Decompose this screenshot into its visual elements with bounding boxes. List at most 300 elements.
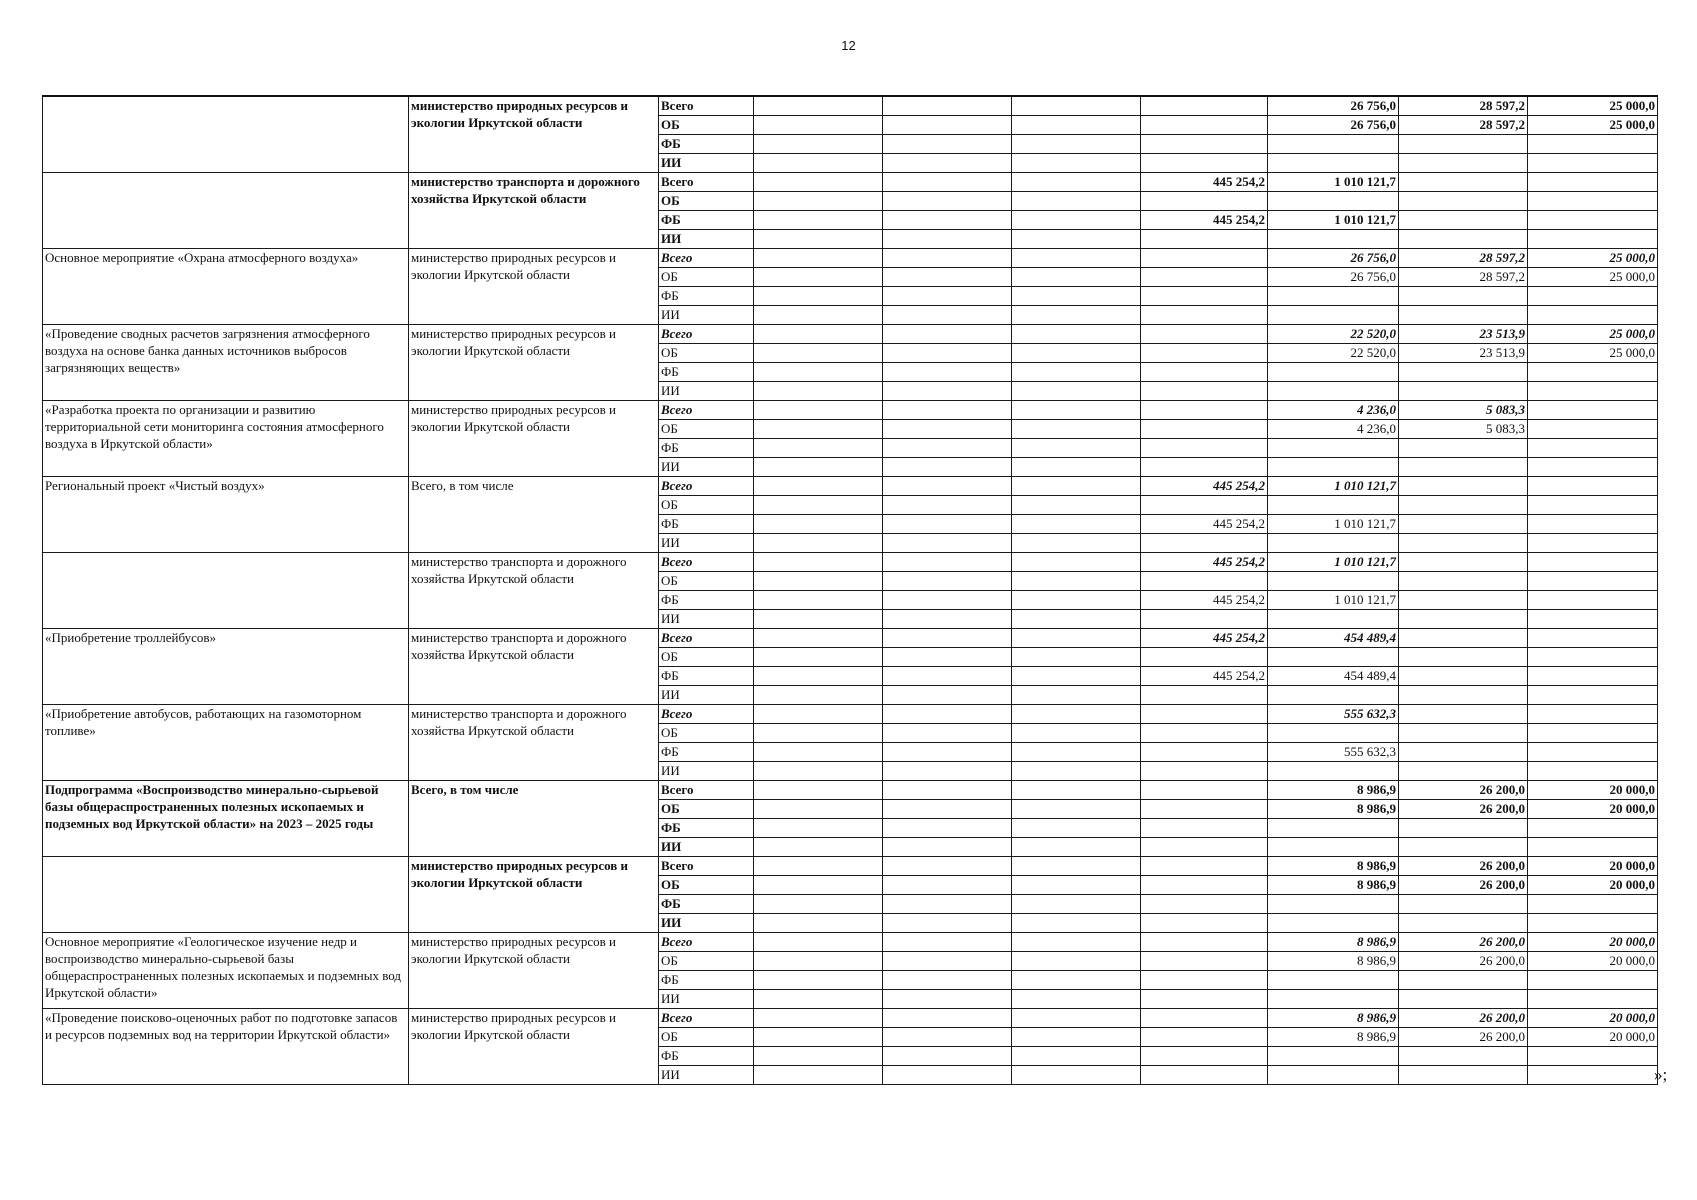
amount-cell: 445 254,2 bbox=[1141, 667, 1268, 686]
amount-cell bbox=[754, 819, 883, 838]
amount-cell bbox=[1399, 1047, 1528, 1066]
amount-cell bbox=[1141, 439, 1268, 458]
amount-cell bbox=[883, 420, 1012, 439]
funding-source-cell: Всего bbox=[659, 249, 754, 268]
amount-cell bbox=[1528, 382, 1658, 401]
funding-source-cell: ФБ bbox=[659, 211, 754, 230]
amount-cell bbox=[883, 325, 1012, 344]
amount-cell bbox=[1528, 743, 1658, 762]
amount-cell bbox=[883, 610, 1012, 629]
funding-source-cell: ИИ bbox=[659, 534, 754, 553]
amount-cell: 26 200,0 bbox=[1399, 933, 1528, 952]
amount-cell bbox=[754, 1009, 883, 1028]
amount-cell: 20 000,0 bbox=[1528, 781, 1658, 800]
executor-cell: министерство транспорта и дорожного хозяйства Иркутской области bbox=[409, 629, 659, 705]
amount-cell bbox=[1399, 382, 1528, 401]
amount-cell: 20 000,0 bbox=[1528, 800, 1658, 819]
amount-cell bbox=[1141, 458, 1268, 477]
amount-cell bbox=[883, 116, 1012, 135]
amount-cell: 5 083,3 bbox=[1399, 420, 1528, 439]
amount-cell bbox=[754, 895, 883, 914]
activity-name-cell bbox=[43, 553, 409, 629]
amount-cell bbox=[1268, 192, 1399, 211]
amount-cell bbox=[754, 743, 883, 762]
amount-cell bbox=[883, 230, 1012, 249]
amount-cell: 445 254,2 bbox=[1141, 629, 1268, 648]
amount-cell: 25 000,0 bbox=[1528, 344, 1658, 363]
amount-cell: 26 200,0 bbox=[1399, 876, 1528, 895]
executor-cell: министерство природных ресурсов и экологии Иркутской области bbox=[409, 1009, 659, 1085]
amount-cell bbox=[754, 686, 883, 705]
amount-cell bbox=[883, 572, 1012, 591]
amount-cell bbox=[1141, 914, 1268, 933]
amount-cell bbox=[883, 154, 1012, 173]
amount-cell: 1 010 121,7 bbox=[1268, 477, 1399, 496]
funding-source-cell: ОБ bbox=[659, 952, 754, 971]
amount-cell bbox=[1399, 610, 1528, 629]
amount-cell bbox=[1399, 743, 1528, 762]
amount-cell bbox=[1268, 762, 1399, 781]
amount-cell bbox=[1399, 971, 1528, 990]
funding-source-cell: ФБ bbox=[659, 287, 754, 306]
amount-cell bbox=[1012, 325, 1141, 344]
amount-cell bbox=[1399, 914, 1528, 933]
amount-cell bbox=[1528, 553, 1658, 572]
amount-cell bbox=[1528, 192, 1658, 211]
table-row bbox=[43, 249, 1658, 268]
executor-cell: министерство природных ресурсов и экологии Иркутской области bbox=[409, 249, 659, 325]
funding-source-cell: Всего bbox=[659, 553, 754, 572]
funding-source-cell: ИИ bbox=[659, 838, 754, 857]
amount-cell: 8 986,9 bbox=[1268, 933, 1399, 952]
amount-cell: 5 083,3 bbox=[1399, 401, 1528, 420]
amount-cell bbox=[1528, 762, 1658, 781]
amount-cell bbox=[1141, 249, 1268, 268]
amount-cell bbox=[1399, 686, 1528, 705]
amount-cell bbox=[1012, 971, 1141, 990]
amount-cell bbox=[1399, 515, 1528, 534]
activity-name-cell bbox=[43, 173, 409, 249]
amount-cell bbox=[1012, 306, 1141, 325]
table-row bbox=[43, 1009, 1658, 1028]
amount-cell bbox=[883, 496, 1012, 515]
amount-cell bbox=[1399, 629, 1528, 648]
funding-source-cell: ИИ bbox=[659, 306, 754, 325]
amount-cell bbox=[1528, 591, 1658, 610]
amount-cell bbox=[754, 762, 883, 781]
amount-cell bbox=[754, 857, 883, 876]
amount-cell bbox=[883, 819, 1012, 838]
amount-cell bbox=[883, 534, 1012, 553]
amount-cell: 1 010 121,7 bbox=[1268, 553, 1399, 572]
amount-cell bbox=[1141, 762, 1268, 781]
activity-name-cell bbox=[43, 96, 409, 173]
amount-cell bbox=[754, 230, 883, 249]
funding-source-cell: Всего bbox=[659, 477, 754, 496]
amount-cell bbox=[754, 572, 883, 591]
amount-cell bbox=[754, 458, 883, 477]
amount-cell bbox=[1012, 458, 1141, 477]
amount-cell bbox=[883, 971, 1012, 990]
funding-source-cell: ФБ bbox=[659, 1047, 754, 1066]
funding-source-cell: ИИ bbox=[659, 990, 754, 1009]
funding-source-cell: ОБ bbox=[659, 116, 754, 135]
amount-cell bbox=[1399, 724, 1528, 743]
amount-cell bbox=[1528, 135, 1658, 154]
amount-cell: 25 000,0 bbox=[1528, 116, 1658, 135]
amount-cell bbox=[754, 971, 883, 990]
amount-cell: 8 986,9 bbox=[1268, 952, 1399, 971]
executor-cell: министерство природных ресурсов и экологии Иркутской области bbox=[409, 401, 659, 477]
amount-cell bbox=[1141, 96, 1268, 116]
closing-quote-mark: »; bbox=[1654, 1065, 1668, 1084]
amount-cell bbox=[1528, 705, 1658, 724]
funding-source-cell: ФБ bbox=[659, 591, 754, 610]
amount-cell bbox=[883, 477, 1012, 496]
amount-cell bbox=[1268, 230, 1399, 249]
amount-cell bbox=[1141, 572, 1268, 591]
amount-cell: 445 254,2 bbox=[1141, 211, 1268, 230]
amount-cell bbox=[1399, 135, 1528, 154]
amount-cell bbox=[1012, 477, 1141, 496]
amount-cell bbox=[1012, 1028, 1141, 1047]
amount-cell bbox=[883, 1047, 1012, 1066]
funding-source-cell: ОБ bbox=[659, 192, 754, 211]
table-row bbox=[43, 173, 1658, 192]
amount-cell bbox=[754, 325, 883, 344]
amount-cell bbox=[883, 439, 1012, 458]
amount-cell bbox=[754, 344, 883, 363]
amount-cell bbox=[754, 382, 883, 401]
amount-cell bbox=[883, 1028, 1012, 1047]
amount-cell bbox=[1268, 838, 1399, 857]
amount-cell bbox=[1012, 838, 1141, 857]
amount-cell bbox=[1012, 762, 1141, 781]
amount-cell bbox=[883, 876, 1012, 895]
amount-cell bbox=[754, 249, 883, 268]
amount-cell bbox=[1012, 1009, 1141, 1028]
funding-source-cell: ИИ bbox=[659, 230, 754, 249]
amount-cell bbox=[1012, 344, 1141, 363]
amount-cell bbox=[883, 287, 1012, 306]
amount-cell: 1 010 121,7 bbox=[1268, 515, 1399, 534]
amount-cell bbox=[1141, 819, 1268, 838]
amount-cell: 26 200,0 bbox=[1399, 800, 1528, 819]
amount-cell: 8 986,9 bbox=[1268, 1009, 1399, 1028]
table-row bbox=[43, 401, 1658, 420]
amount-cell bbox=[754, 420, 883, 439]
executor-cell: министерство природных ресурсов и экологии Иркутской области bbox=[409, 96, 659, 173]
amount-cell: 26 756,0 bbox=[1268, 116, 1399, 135]
amount-cell bbox=[754, 306, 883, 325]
amount-cell bbox=[1012, 1047, 1141, 1066]
amount-cell bbox=[883, 895, 1012, 914]
amount-cell bbox=[1012, 154, 1141, 173]
funding-source-cell: ОБ bbox=[659, 572, 754, 591]
table-row bbox=[43, 705, 1658, 724]
executor-cell: министерство природных ресурсов и экологии Иркутской области bbox=[409, 857, 659, 933]
amount-cell bbox=[1141, 686, 1268, 705]
amount-cell bbox=[1012, 990, 1141, 1009]
amount-cell bbox=[883, 952, 1012, 971]
amount-cell: 1 010 121,7 bbox=[1268, 591, 1399, 610]
amount-cell bbox=[1399, 477, 1528, 496]
amount-cell bbox=[1012, 192, 1141, 211]
amount-cell bbox=[1399, 705, 1528, 724]
amount-cell bbox=[1528, 724, 1658, 743]
funding-source-cell: ОБ bbox=[659, 496, 754, 515]
amount-cell bbox=[1141, 1028, 1268, 1047]
amount-cell: 8 986,9 bbox=[1268, 1028, 1399, 1047]
amount-cell bbox=[754, 287, 883, 306]
amount-cell bbox=[1141, 382, 1268, 401]
amount-cell bbox=[1141, 838, 1268, 857]
amount-cell bbox=[1399, 648, 1528, 667]
amount-cell bbox=[1141, 534, 1268, 553]
amount-cell bbox=[1399, 363, 1528, 382]
amount-cell bbox=[1012, 249, 1141, 268]
amount-cell bbox=[754, 781, 883, 800]
amount-cell bbox=[1012, 116, 1141, 135]
activity-name-cell: «Приобретение автобусов, работающих на газомоторном топливе» bbox=[43, 705, 409, 781]
amount-cell: 445 254,2 bbox=[1141, 553, 1268, 572]
amount-cell bbox=[883, 762, 1012, 781]
activity-name-cell: Подпрограмма «Воспроизводство минерально-сырьевой базы общераспространенных полезных ископаемых и подземных вод Иркутской области» на 2023 – 2025 годы bbox=[43, 781, 409, 857]
amount-cell bbox=[883, 306, 1012, 325]
amount-cell: 20 000,0 bbox=[1528, 876, 1658, 895]
amount-cell bbox=[1528, 363, 1658, 382]
amount-cell bbox=[1399, 990, 1528, 1009]
amount-cell bbox=[1268, 914, 1399, 933]
funding-source-cell: ФБ bbox=[659, 363, 754, 382]
amount-cell bbox=[1141, 800, 1268, 819]
amount-cell bbox=[1528, 439, 1658, 458]
amount-cell bbox=[883, 591, 1012, 610]
amount-cell: 28 597,2 bbox=[1399, 268, 1528, 287]
amount-cell: 28 597,2 bbox=[1399, 116, 1528, 135]
amount-cell bbox=[1268, 154, 1399, 173]
amount-cell bbox=[883, 211, 1012, 230]
amount-cell bbox=[1528, 496, 1658, 515]
amount-cell bbox=[1012, 401, 1141, 420]
amount-cell bbox=[754, 724, 883, 743]
amount-cell bbox=[754, 515, 883, 534]
amount-cell bbox=[1141, 496, 1268, 515]
amount-cell: 1 010 121,7 bbox=[1268, 173, 1399, 192]
amount-cell bbox=[754, 648, 883, 667]
amount-cell: 20 000,0 bbox=[1528, 933, 1658, 952]
amount-cell: 28 597,2 bbox=[1399, 249, 1528, 268]
activity-name-cell: Основное мероприятие «Геологическое изучение недр и воспроизводство минерально-сырьевой базы общераспространенных полезных ископаемых и подземных вод Иркутской области» bbox=[43, 933, 409, 1009]
amount-cell bbox=[754, 553, 883, 572]
amount-cell: 25 000,0 bbox=[1528, 325, 1658, 344]
amount-cell bbox=[1268, 724, 1399, 743]
amount-cell bbox=[1268, 971, 1399, 990]
amount-cell bbox=[754, 135, 883, 154]
amount-cell bbox=[1141, 268, 1268, 287]
funding-source-cell: Всего bbox=[659, 173, 754, 192]
amount-cell bbox=[883, 135, 1012, 154]
amount-cell bbox=[1012, 819, 1141, 838]
amount-cell bbox=[1012, 211, 1141, 230]
amount-cell bbox=[1268, 496, 1399, 515]
amount-cell bbox=[1012, 230, 1141, 249]
executor-cell: Всего, в том числе bbox=[409, 477, 659, 553]
funding-source-cell: Всего bbox=[659, 629, 754, 648]
amount-cell: 555 632,3 bbox=[1268, 705, 1399, 724]
amount-cell: 26 756,0 bbox=[1268, 249, 1399, 268]
amount-cell bbox=[1141, 990, 1268, 1009]
funding-source-cell: ФБ bbox=[659, 667, 754, 686]
amount-cell bbox=[883, 515, 1012, 534]
amount-cell: 445 254,2 bbox=[1141, 515, 1268, 534]
funding-source-cell: Всего bbox=[659, 705, 754, 724]
amount-cell: 445 254,2 bbox=[1141, 477, 1268, 496]
amount-cell: 26 756,0 bbox=[1268, 96, 1399, 116]
amount-cell bbox=[1012, 420, 1141, 439]
amount-cell bbox=[1012, 629, 1141, 648]
amount-cell bbox=[1528, 211, 1658, 230]
amount-cell: 8 986,9 bbox=[1268, 781, 1399, 800]
amount-cell bbox=[1528, 401, 1658, 420]
amount-cell bbox=[883, 914, 1012, 933]
amount-cell bbox=[1141, 344, 1268, 363]
amount-cell bbox=[883, 743, 1012, 762]
amount-cell bbox=[1141, 743, 1268, 762]
amount-cell bbox=[1141, 401, 1268, 420]
amount-cell: 26 200,0 bbox=[1399, 952, 1528, 971]
amount-cell bbox=[1268, 363, 1399, 382]
amount-cell bbox=[1012, 534, 1141, 553]
amount-cell bbox=[1268, 1066, 1399, 1085]
amount-cell bbox=[883, 838, 1012, 857]
executor-cell: министерство природных ресурсов и экологии Иркутской области bbox=[409, 325, 659, 401]
amount-cell bbox=[754, 496, 883, 515]
page-number: 12 bbox=[841, 38, 856, 53]
funding-source-cell: ФБ bbox=[659, 819, 754, 838]
amount-cell bbox=[1528, 534, 1658, 553]
executor-cell: Всего, в том числе bbox=[409, 781, 659, 857]
funding-source-cell: ФБ bbox=[659, 439, 754, 458]
executor-cell: министерство транспорта и дорожного хозяйства Иркутской области bbox=[409, 705, 659, 781]
amount-cell bbox=[1528, 458, 1658, 477]
executor-cell: министерство транспорта и дорожного хозяйства Иркутской области bbox=[409, 553, 659, 629]
table-row bbox=[43, 553, 1658, 572]
funding-source-cell: Всего bbox=[659, 857, 754, 876]
amount-cell bbox=[1012, 287, 1141, 306]
amount-cell bbox=[883, 363, 1012, 382]
amount-cell bbox=[1141, 230, 1268, 249]
amount-cell bbox=[754, 667, 883, 686]
amount-cell bbox=[1012, 135, 1141, 154]
amount-cell: 26 200,0 bbox=[1399, 857, 1528, 876]
amount-cell bbox=[1528, 971, 1658, 990]
amount-cell bbox=[1012, 724, 1141, 743]
amount-cell bbox=[1141, 325, 1268, 344]
amount-cell bbox=[883, 96, 1012, 116]
amount-cell bbox=[754, 477, 883, 496]
funding-source-cell: ФБ bbox=[659, 971, 754, 990]
amount-cell: 445 254,2 bbox=[1141, 173, 1268, 192]
amount-cell bbox=[754, 914, 883, 933]
amount-cell bbox=[1528, 895, 1658, 914]
funding-source-cell: ИИ bbox=[659, 914, 754, 933]
amount-cell bbox=[1012, 515, 1141, 534]
amount-cell bbox=[754, 154, 883, 173]
amount-cell bbox=[1399, 895, 1528, 914]
amount-cell: 26 200,0 bbox=[1399, 781, 1528, 800]
amount-cell bbox=[1012, 800, 1141, 819]
funding-source-cell: Всего bbox=[659, 781, 754, 800]
amount-cell: 25 000,0 bbox=[1528, 249, 1658, 268]
amount-cell bbox=[1012, 705, 1141, 724]
amount-cell bbox=[1141, 895, 1268, 914]
amount-cell bbox=[1399, 762, 1528, 781]
amount-cell bbox=[1268, 819, 1399, 838]
amount-cell bbox=[1399, 553, 1528, 572]
amount-cell bbox=[1012, 553, 1141, 572]
amount-cell bbox=[1268, 686, 1399, 705]
amount-cell bbox=[1268, 1047, 1399, 1066]
amount-cell bbox=[1141, 933, 1268, 952]
amount-cell: 1 010 121,7 bbox=[1268, 211, 1399, 230]
amount-cell bbox=[1528, 610, 1658, 629]
amount-cell bbox=[1012, 914, 1141, 933]
amount-cell bbox=[754, 439, 883, 458]
amount-cell bbox=[754, 1066, 883, 1085]
amount-cell bbox=[1528, 686, 1658, 705]
amount-cell bbox=[1528, 1066, 1658, 1085]
amount-cell bbox=[883, 933, 1012, 952]
amount-cell bbox=[1141, 1066, 1268, 1085]
amount-cell bbox=[1528, 648, 1658, 667]
amount-cell bbox=[754, 933, 883, 952]
amount-cell bbox=[1399, 192, 1528, 211]
amount-cell bbox=[1528, 306, 1658, 325]
amount-cell: 20 000,0 bbox=[1528, 1028, 1658, 1047]
amount-cell bbox=[1399, 211, 1528, 230]
amount-cell: 4 236,0 bbox=[1268, 420, 1399, 439]
amount-cell bbox=[754, 952, 883, 971]
amount-cell bbox=[1528, 838, 1658, 857]
amount-cell bbox=[1528, 287, 1658, 306]
funding-source-cell: ОБ bbox=[659, 800, 754, 819]
amount-cell bbox=[1012, 667, 1141, 686]
amount-cell bbox=[1141, 648, 1268, 667]
amount-cell bbox=[754, 211, 883, 230]
funding-source-cell: ФБ bbox=[659, 895, 754, 914]
amount-cell bbox=[1528, 990, 1658, 1009]
activity-name-cell: Основное мероприятие «Охрана атмосферного воздуха» bbox=[43, 249, 409, 325]
amount-cell bbox=[754, 192, 883, 211]
amount-cell bbox=[1528, 477, 1658, 496]
activity-name-cell bbox=[43, 857, 409, 933]
amount-cell bbox=[1141, 192, 1268, 211]
amount-cell bbox=[1141, 1009, 1268, 1028]
amount-cell bbox=[1141, 287, 1268, 306]
amount-cell bbox=[1268, 306, 1399, 325]
amount-cell bbox=[1141, 705, 1268, 724]
amount-cell bbox=[1528, 1047, 1658, 1066]
amount-cell: 454 489,4 bbox=[1268, 667, 1399, 686]
amount-cell bbox=[1399, 572, 1528, 591]
amount-cell: 26 200,0 bbox=[1399, 1028, 1528, 1047]
amount-cell: 8 986,9 bbox=[1268, 876, 1399, 895]
funding-source-cell: ИИ bbox=[659, 686, 754, 705]
amount-cell bbox=[1399, 458, 1528, 477]
amount-cell bbox=[754, 990, 883, 1009]
amount-cell bbox=[1399, 667, 1528, 686]
